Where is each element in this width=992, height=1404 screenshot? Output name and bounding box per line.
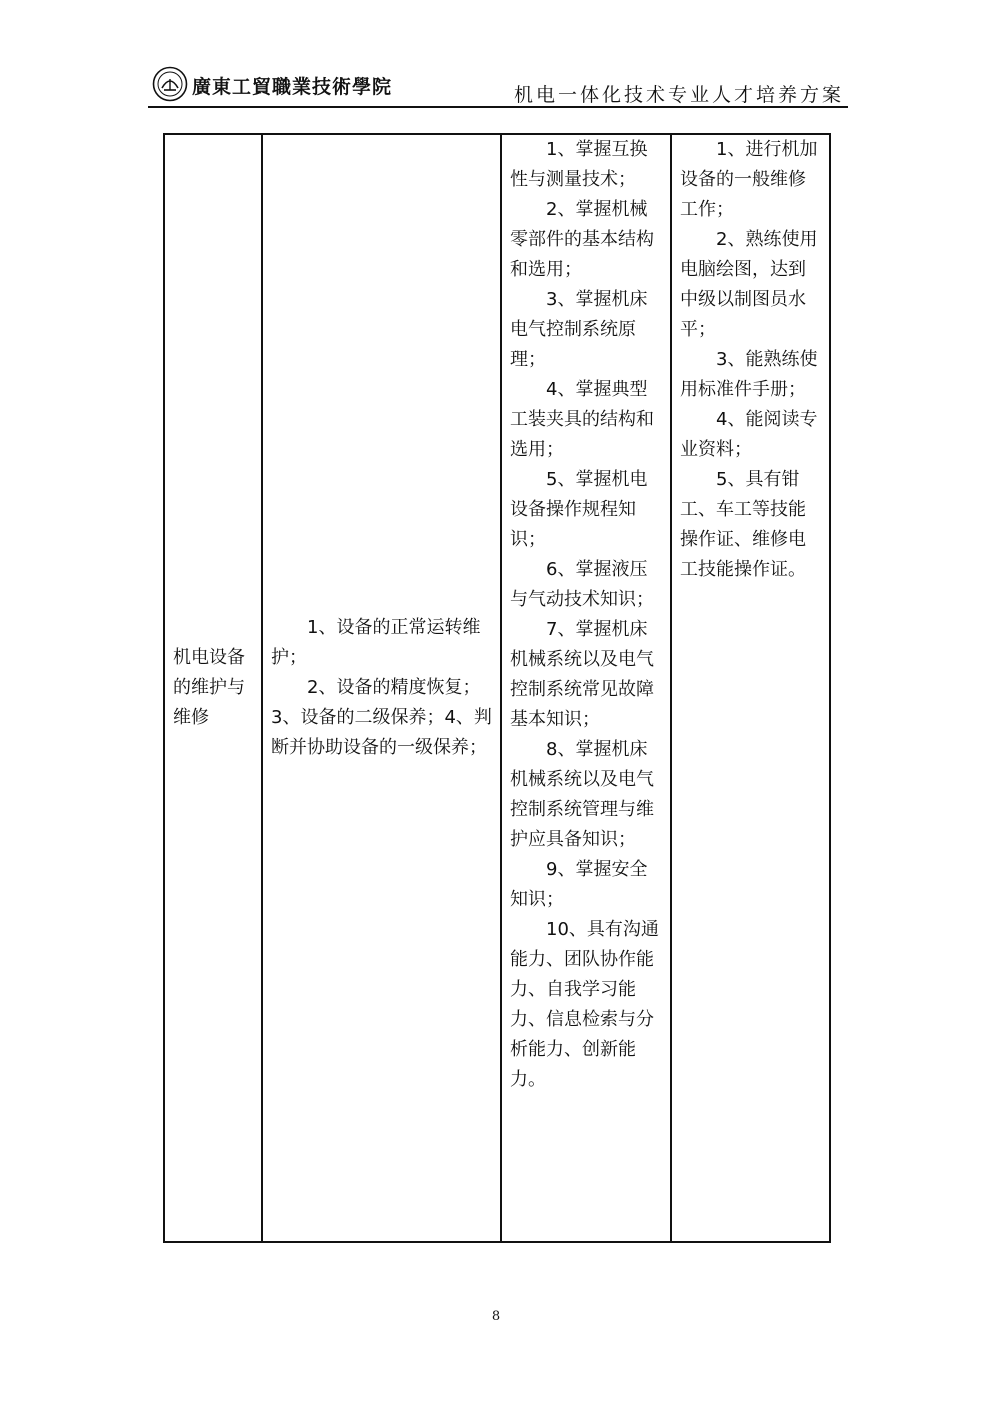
knowledge-cell [501,134,671,1242]
knowledge-item: 3、掌握机床电气控制系统原理； [510,289,648,370]
knowledge-item: 2、掌握机械零部件的基本结构和选用； [510,199,654,280]
skill-item: 1、进行机加设备的一般维修工作； [680,139,818,220]
work-area-text: 机电设备的维护与维修 [173,647,245,728]
curriculum-table [163,133,831,1243]
knowledge-item: 10、具有沟通能力、团队协作能力、自我学习能力、信息检索与分析能力、创新能力。 [510,919,659,1090]
skill-item: 3、能熟练使用标准件手册； [680,349,818,400]
header-rule [148,106,848,108]
document-title: 机电一体化技术专业人才培养方案 [513,84,844,106]
skills-cell [671,134,830,1242]
knowledge-item: 9、掌握安全知识； [510,859,648,910]
page-number: 8 [491,1309,501,1324]
knowledge-item: 7、掌握机床机械系统以及电气控制系统常见故障基本知识； [510,619,654,730]
work-tasks-cell [262,134,501,1242]
knowledge-item: 1、掌握互换性与测量技术； [510,139,648,190]
work-area-cell [164,134,262,1242]
skill-item: 5、具有钳工、车工等技能操作证、维修电工技能操作证。 [680,469,806,580]
skill-item: 4、能阅读专业资料； [680,409,818,460]
skill-item: 2、熟练使用电脑绘图，达到中级以制图员水平； [680,229,818,340]
table-row [164,134,830,1242]
work-task-item: 1、设备的正常运转维护； [271,617,481,668]
knowledge-item: 5、掌握机电设备操作规程知识； [510,469,648,550]
knowledge-item: 6、掌握液压与气动技术知识； [510,559,654,610]
school-logo-icon [152,66,188,102]
knowledge-item: 4、掌握典型工装夹具的结构和选用； [510,379,654,460]
work-task-item: 2、设备的精度恢复；3、设备的二级保养；4、判断并协助设备的一级保养； [271,677,492,758]
school-name: 廣東工貿職業技術學院 [192,76,393,98]
knowledge-item: 8、掌握机床机械系统以及电气控制系统管理与维护应具备知识； [510,739,654,850]
